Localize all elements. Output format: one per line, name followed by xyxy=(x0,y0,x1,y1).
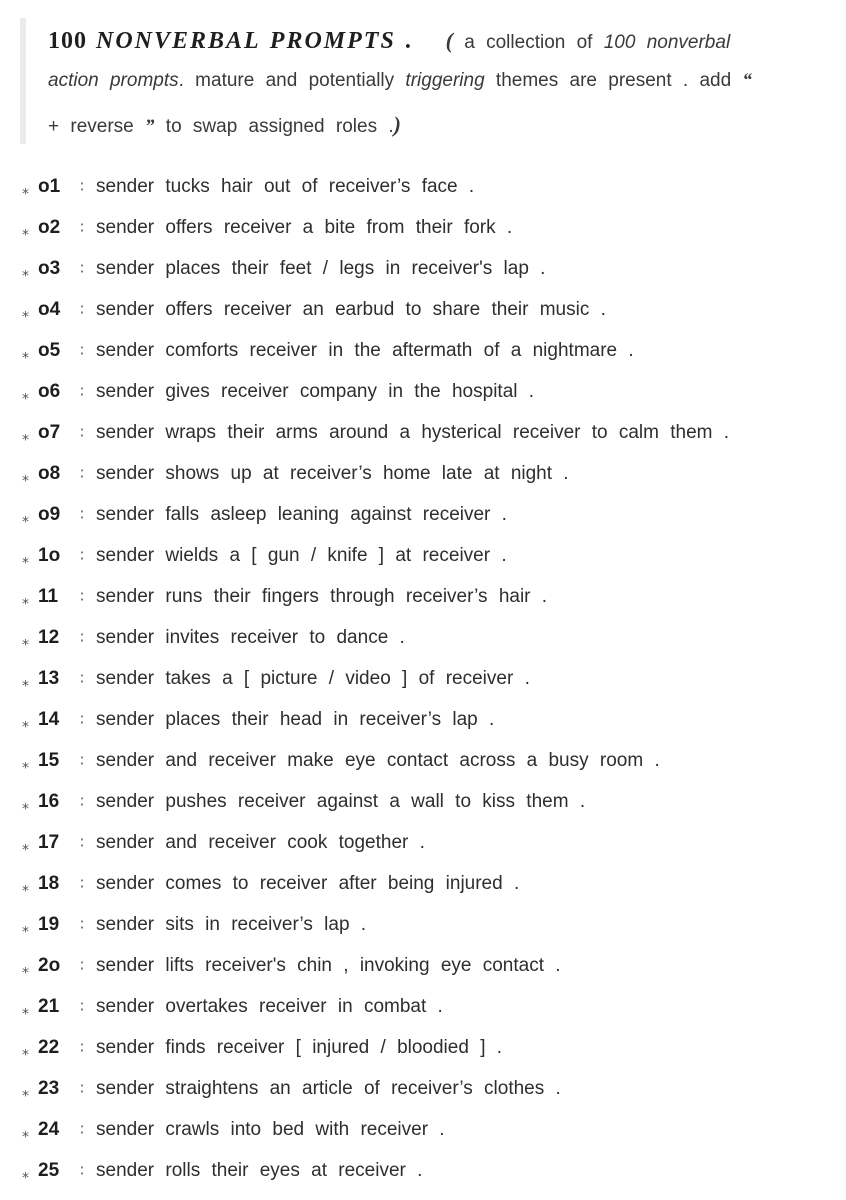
bullet-icon: ⁎ xyxy=(22,960,29,976)
colon-separator: ∶ xyxy=(79,588,85,606)
bullet-icon: ⁎ xyxy=(22,181,29,197)
prompt-number: 11 xyxy=(38,585,59,607)
bullet-icon: ⁎ xyxy=(22,632,29,648)
list-item xyxy=(22,207,512,248)
colon-separator: ∶ xyxy=(79,178,85,196)
bullet-icon: ⁎ xyxy=(22,755,29,771)
bullet-icon: ⁎ xyxy=(22,263,29,279)
prompt-text: sender gives receiver company in the hospital . xyxy=(96,380,535,402)
prompt-number: o9 xyxy=(38,503,61,525)
bullet-icon: ⁎ xyxy=(22,345,29,361)
colon-separator: ∶ xyxy=(79,670,85,688)
colon-separator: ∶ xyxy=(79,506,85,524)
prompt-text: sender overtakes receiver in combat . xyxy=(96,995,443,1017)
bullet-icon: ⁎ xyxy=(22,468,29,484)
bullet-icon: ⁎ xyxy=(22,550,29,566)
colon-separator: ∶ xyxy=(79,875,85,893)
colon-separator: ∶ xyxy=(79,916,85,934)
prompt-number: 2o xyxy=(38,954,61,976)
intro-line-2 xyxy=(48,70,752,92)
intro-line-1 xyxy=(48,28,730,55)
bullet-icon: ⁎ xyxy=(22,837,29,853)
prompt-number: 25 xyxy=(38,1159,60,1181)
prompt-text: sender lifts receiver's chin , invoking eye contact . xyxy=(96,954,561,976)
colon-separator: ∶ xyxy=(79,1121,85,1139)
list-item xyxy=(22,371,534,412)
prompt-text: sender and receiver make eye contact across a busy room . xyxy=(96,749,660,771)
colon-separator: ∶ xyxy=(79,629,85,647)
colon-separator: ∶ xyxy=(79,998,85,1016)
title-words: NONVERBAL PROMPTS xyxy=(96,28,396,54)
list-item xyxy=(22,576,547,617)
prompt-number: 22 xyxy=(38,1036,60,1058)
prompt-number: 12 xyxy=(38,626,60,648)
colon-separator: ∶ xyxy=(79,834,85,852)
prompt-number: 16 xyxy=(38,790,60,812)
colon-separator: ∶ xyxy=(79,957,85,975)
list-item xyxy=(22,617,405,658)
list-item xyxy=(22,412,729,453)
prompt-number: o6 xyxy=(38,380,61,402)
prompt-text: sender invites receiver to dance . xyxy=(96,626,405,648)
list-item xyxy=(22,740,660,781)
colon-separator: ∶ xyxy=(79,793,85,811)
prompt-text: sender straightens an article of receiver’s clothes . xyxy=(96,1077,561,1099)
page-title xyxy=(48,28,412,54)
intro-em-2: action prompts xyxy=(48,70,179,91)
close-paren: ) xyxy=(393,112,401,137)
bullet-icon: ⁎ xyxy=(22,673,29,689)
colon-separator: ∶ xyxy=(79,465,85,483)
prompt-number: 18 xyxy=(38,872,60,894)
list-item xyxy=(22,863,519,904)
prompt-text: sender offers receiver a bite from their fork . xyxy=(96,216,513,238)
colon-separator: ∶ xyxy=(79,301,85,319)
list-item xyxy=(22,494,507,535)
prompt-number: o7 xyxy=(38,421,61,443)
list-item xyxy=(22,1109,445,1150)
list-item xyxy=(22,1150,422,1191)
bullet-icon: ⁎ xyxy=(22,304,29,320)
bullet-icon: ⁎ xyxy=(22,1083,29,1099)
list-item xyxy=(22,289,606,330)
list-item xyxy=(22,1027,502,1068)
prompt-number: 24 xyxy=(38,1118,60,1140)
bullet-icon: ⁎ xyxy=(22,919,29,935)
prompt-number: o2 xyxy=(38,216,61,238)
title-period: . xyxy=(404,28,412,54)
prompt-text: sender comes to receiver after being injured . xyxy=(96,872,520,894)
title-number: 100 xyxy=(48,28,87,54)
intro-text-3a: + reverse xyxy=(48,116,134,137)
colon-separator: ∶ xyxy=(79,1162,85,1180)
prompt-text: sender runs their fingers through receiver’s hair . xyxy=(96,585,548,607)
prompt-number: 19 xyxy=(38,913,60,935)
bullet-icon: ⁎ xyxy=(22,222,29,238)
prompt-text: sender finds receiver [ injured / bloodied ] . xyxy=(96,1036,503,1058)
prompt-text: sender falls asleep leaning against receiver . xyxy=(96,503,507,525)
intro-em-1: 100 nonverbal xyxy=(603,32,731,53)
bullet-icon: ⁎ xyxy=(22,878,29,894)
prompt-text: sender pushes receiver against a wall to kiss them . xyxy=(96,790,586,812)
prompt-text: sender sits in receiver’s lap . xyxy=(96,913,367,935)
open-paren: ( xyxy=(445,28,453,53)
close-quote: ” xyxy=(145,116,155,137)
prompt-text: sender takes a [ picture / video ] of receiver . xyxy=(96,667,530,689)
prompt-number: 21 xyxy=(38,995,60,1017)
prompt-text: sender rolls their eyes at receiver . xyxy=(96,1159,423,1181)
prompt-number: 17 xyxy=(38,831,60,853)
prompt-text: sender tucks hair out of receiver’s face . xyxy=(96,175,475,197)
list-item xyxy=(22,658,530,699)
prompt-number: 23 xyxy=(38,1077,60,1099)
colon-separator: ∶ xyxy=(79,1080,85,1098)
bullet-icon: ⁎ xyxy=(22,1042,29,1058)
list-item xyxy=(22,904,366,945)
bullet-icon: ⁎ xyxy=(22,386,29,402)
list-item xyxy=(22,945,561,986)
colon-separator: ∶ xyxy=(79,1039,85,1057)
prompt-text: sender wraps their arms around a hysterical receiver to calm them . xyxy=(96,421,730,443)
colon-separator: ∶ xyxy=(79,424,85,442)
list-item xyxy=(22,1068,561,1109)
list-item xyxy=(22,248,545,289)
intro-text-1: a collection of xyxy=(464,32,593,53)
colon-separator: ∶ xyxy=(79,383,85,401)
prompt-number: o1 xyxy=(38,175,61,197)
intro-text-3b: to swap assigned roles . xyxy=(165,116,394,137)
list-item xyxy=(22,822,425,863)
colon-separator: ∶ xyxy=(79,752,85,770)
intro-text-2b: themes are present . add xyxy=(495,70,732,91)
list-item xyxy=(22,699,494,740)
bullet-icon: ⁎ xyxy=(22,1165,29,1181)
list-item xyxy=(22,535,507,576)
prompt-number: 13 xyxy=(38,667,60,689)
colon-separator: ∶ xyxy=(79,711,85,729)
bullet-icon: ⁎ xyxy=(22,1001,29,1017)
prompt-number: 1o xyxy=(38,544,61,566)
prompt-text: sender shows up at receiver’s home late at night . xyxy=(96,462,569,484)
list-item xyxy=(22,330,634,371)
list-item xyxy=(22,986,443,1027)
prompt-text: sender crawls into bed with receiver . xyxy=(96,1118,445,1140)
bullet-icon: ⁎ xyxy=(22,714,29,730)
prompt-number: o5 xyxy=(38,339,61,361)
prompt-text: sender places their feet / legs in receiver's lap . xyxy=(96,257,546,279)
bullet-icon: ⁎ xyxy=(22,509,29,525)
prompt-text: sender comforts receiver in the aftermath of a nightmare . xyxy=(96,339,634,361)
prompt-number: 14 xyxy=(38,708,60,730)
intro-block xyxy=(20,18,828,144)
intro-text-2a: . mature and potentially xyxy=(178,70,395,91)
open-quote: “ xyxy=(742,70,752,91)
colon-separator: ∶ xyxy=(79,260,85,278)
prompt-text: sender and receiver cook together . xyxy=(96,831,425,853)
bullet-icon: ⁎ xyxy=(22,427,29,443)
colon-separator: ∶ xyxy=(79,219,85,237)
colon-separator: ∶ xyxy=(79,547,85,565)
prompt-number: o4 xyxy=(38,298,61,320)
list-item xyxy=(22,166,474,207)
colon-separator: ∶ xyxy=(79,342,85,360)
list-item xyxy=(22,781,585,822)
prompt-number: o3 xyxy=(38,257,61,279)
prompt-number: 15 xyxy=(38,749,60,771)
prompt-text: sender offers receiver an earbud to share their music . xyxy=(96,298,606,320)
bullet-icon: ⁎ xyxy=(22,796,29,812)
bullet-icon: ⁎ xyxy=(22,591,29,607)
bullet-icon: ⁎ xyxy=(22,1124,29,1140)
intro-line-3 xyxy=(48,112,401,138)
prompt-text: sender wields a [ gun / knife ] at receiver . xyxy=(96,544,507,566)
prompt-number: o8 xyxy=(38,462,61,484)
prompt-text: sender places their head in receiver’s lap . xyxy=(96,708,495,730)
list-item xyxy=(22,453,569,494)
intro-em-3: triggering xyxy=(405,70,485,91)
